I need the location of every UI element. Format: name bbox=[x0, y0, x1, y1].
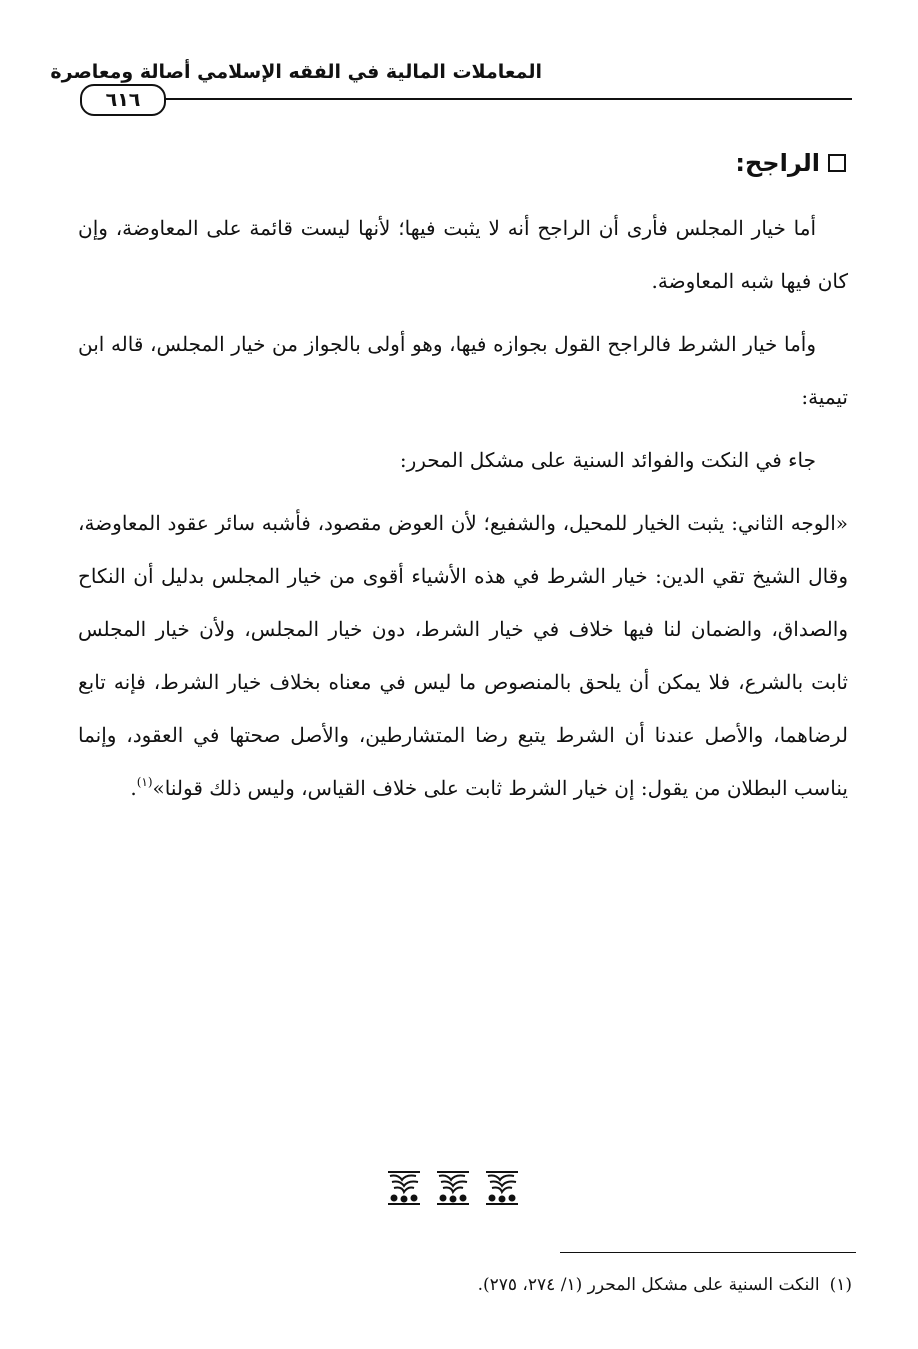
paragraph: وأما خيار الشرط فالراجح القول بجوازه فيها، وهو أولى بالجواز من خيار المجلس، قاله ابن تيمية: bbox=[78, 332, 848, 409]
footnote-rule bbox=[560, 1252, 856, 1253]
section-heading-text: الراجح: bbox=[735, 149, 820, 177]
section-end-ornament bbox=[384, 1166, 522, 1208]
floral-ornament-icon bbox=[384, 1166, 424, 1206]
body-text bbox=[78, 202, 848, 815]
footnote-number: (١) bbox=[829, 1275, 852, 1295]
page-number: ٦١٦ bbox=[80, 84, 166, 116]
quoted-passage bbox=[78, 497, 848, 815]
running-title: المعاملات المالية في الفقه الإسلامي أصالة ومعاصرة bbox=[50, 61, 542, 83]
floral-ornament-icon bbox=[433, 1166, 473, 1206]
checkbox-icon bbox=[828, 154, 846, 172]
quote-end: . bbox=[130, 776, 137, 800]
footnote-reference[interactable]: (١) bbox=[136, 775, 153, 789]
paragraph: جاء في النكت والفوائد السنية على مشكل المحرر: bbox=[399, 448, 816, 472]
floral-ornament-icon bbox=[482, 1166, 522, 1206]
section-heading bbox=[735, 146, 846, 180]
quote-text: «الوجه الثاني: يثبت الخيار للمحيل، والشفيع؛ لأن العوض مقصود، فأشبه سائر عقود المعاوضة، وقال الشيخ تقي الدين: خيار الشرط في هذه الأشياء أقوى من خيار المجلس بدليل أن النكاح والصداق، والضمان لنا فيها خلاف في خيار الشرط، دون خيار المجلس، ولأن خيار المجلس ثابت بالشرع، فلا يمكن أن يلحق بالمنصوص ما ليس في معناه بخلاف خيار الشرط، فإنه تابع لرضاهما، والأصل عندنا أن الشرط يتبع رضا المتشارطين، والأصل صحتها في العقود، وإنما يناسب البطلان من يقول: إن خيار الشرط ثابت على خلاف القياس، وليس ذلك قولنا» bbox=[78, 511, 848, 800]
footnote-text: النكت السنية على مشكل المحرر (١/ ٢٧٤، ٢٧٥). bbox=[477, 1275, 820, 1295]
footnote bbox=[72, 1272, 852, 1298]
header-rule bbox=[82, 98, 852, 100]
paragraph: أما خيار المجلس فأرى أن الراجح أنه لا يثبت فيها؛ لأنها ليست قائمة على المعاوضة، وإن كان فيها شبه المعاوضة. bbox=[78, 216, 848, 293]
